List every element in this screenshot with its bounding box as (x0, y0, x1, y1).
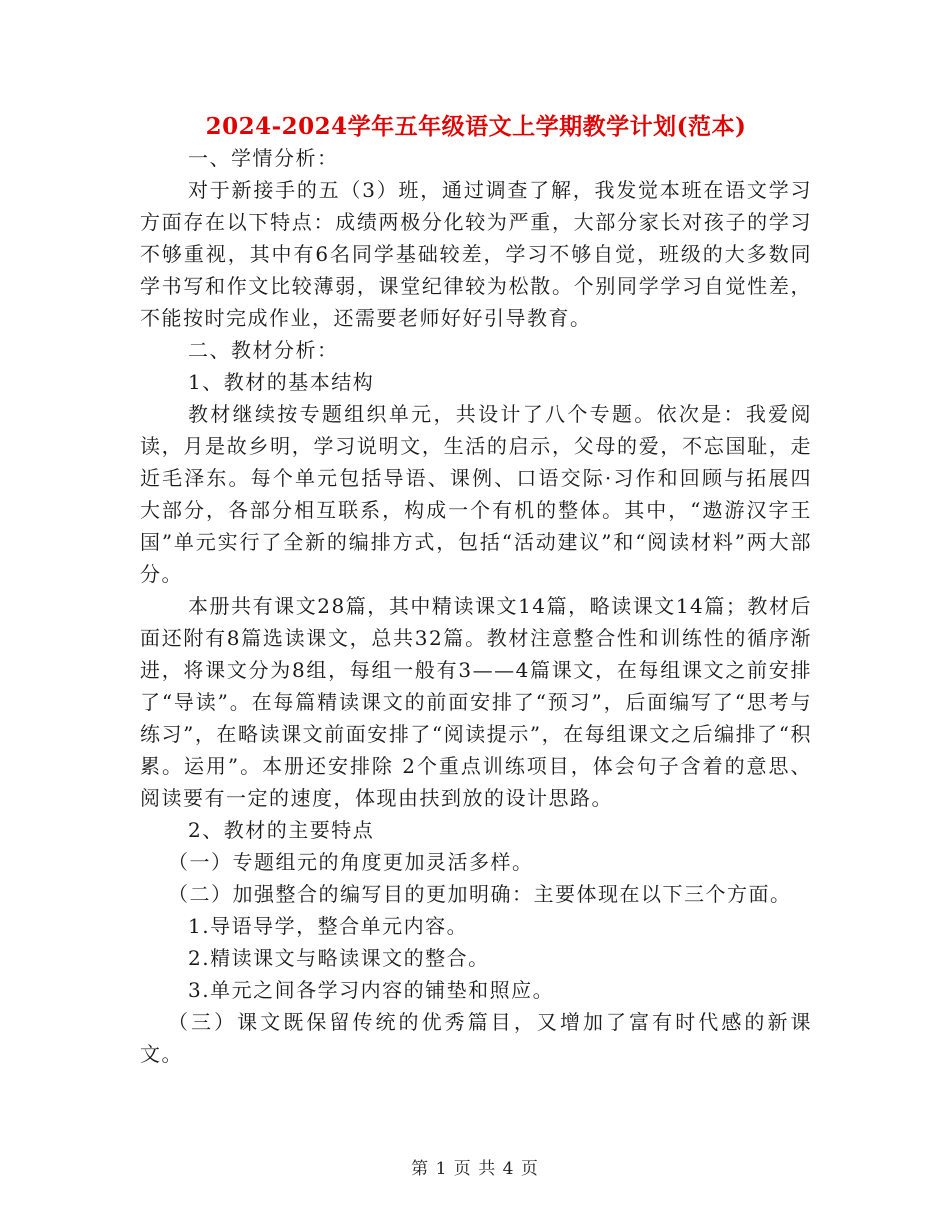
document-page (140, 112, 812, 1070)
feature-item-1: （一）专题组元的角度更加灵活多样。 (168, 850, 534, 874)
section-heading-textbook-analysis: 二、教材分析： (188, 338, 339, 362)
page-footer (0, 1154, 950, 1179)
subheading-basic-structure: 1、教材的基本结构 (188, 370, 375, 394)
paragraph-lesson-count: 本册共有课文28篇，其中精读课文14篇，略读课文14篇；教材后面还附有8篇选读课文，总共32篇。教材注意整合性和训练性的循序渐进，将课文分为8组，每组一般有3——4篇课文，在每组课文之前安排了“导读”。在每篇精读课文的前面安排了“预习”，后面编写了“思考与练习”，在略读课文前面安排了“阅读提示”，在每组课文之后编排了“积累。运用”。本册还安排除 2个重点训练项目，体会句子含着的意思、阅读要有一定的速度，体现由扶到放的设计思路。 (140, 594, 812, 810)
document-title: 2024-2024学年五年级语文上学期教学计划(范本) (205, 113, 747, 140)
subheading-main-features: 2、教材的主要特点 (188, 818, 375, 842)
feature-subitem-2: 2.精读课文与略读课文的整合。 (188, 946, 490, 970)
paragraph-basic-structure: 教材继续按专题组织单元，共设计了八个专题。依次是：我爱阅读，月是故乡明，学习说明文，生活的启示，父母的爱，不忘国耻，走近毛泽东。每个单元包括导语、课例、口语交际·习作和回顾与拓展四大部分，各部分相互联系，构成一个有机的整体。其中，“遨游汉字王国”单元实行了全新的编排方式，包括“活动建议”和“阅读材料”两大部分。 (140, 402, 812, 586)
page-number-label: 第 1 页 共 4 页 (411, 1159, 539, 1179)
paragraph-learning-analysis: 对于新接手的五（3）班，通过调查了解，我发觉本班在语文学习方面存在以下特点：成绩两极分化较为严重，大部分家长对孩子的学习不够重视，其中有6名同学基础较差，学习不够自觉，班级的大多数同学书写和作文比较薄弱，课堂纪律较为松散。个别同学学习自觉性差，不能按时完成作业，还需要老师好好引导教育。 (140, 178, 812, 330)
feature-subitem-3: 3.单元之间各学习内容的铺垫和照应。 (188, 978, 555, 1002)
section-heading-learning-analysis: 一、学情分析： (188, 146, 339, 170)
feature-item-3: （三）课文既保留传统的优秀篇目，又增加了富有时代感的新课文。 (140, 1010, 812, 1066)
feature-item-2: （二）加强整合的编写目的更加明确：主要体现在以下三个方面。 (168, 882, 792, 906)
feature-subitem-1: 1.导语导学，整合单元内容。 (188, 914, 469, 938)
